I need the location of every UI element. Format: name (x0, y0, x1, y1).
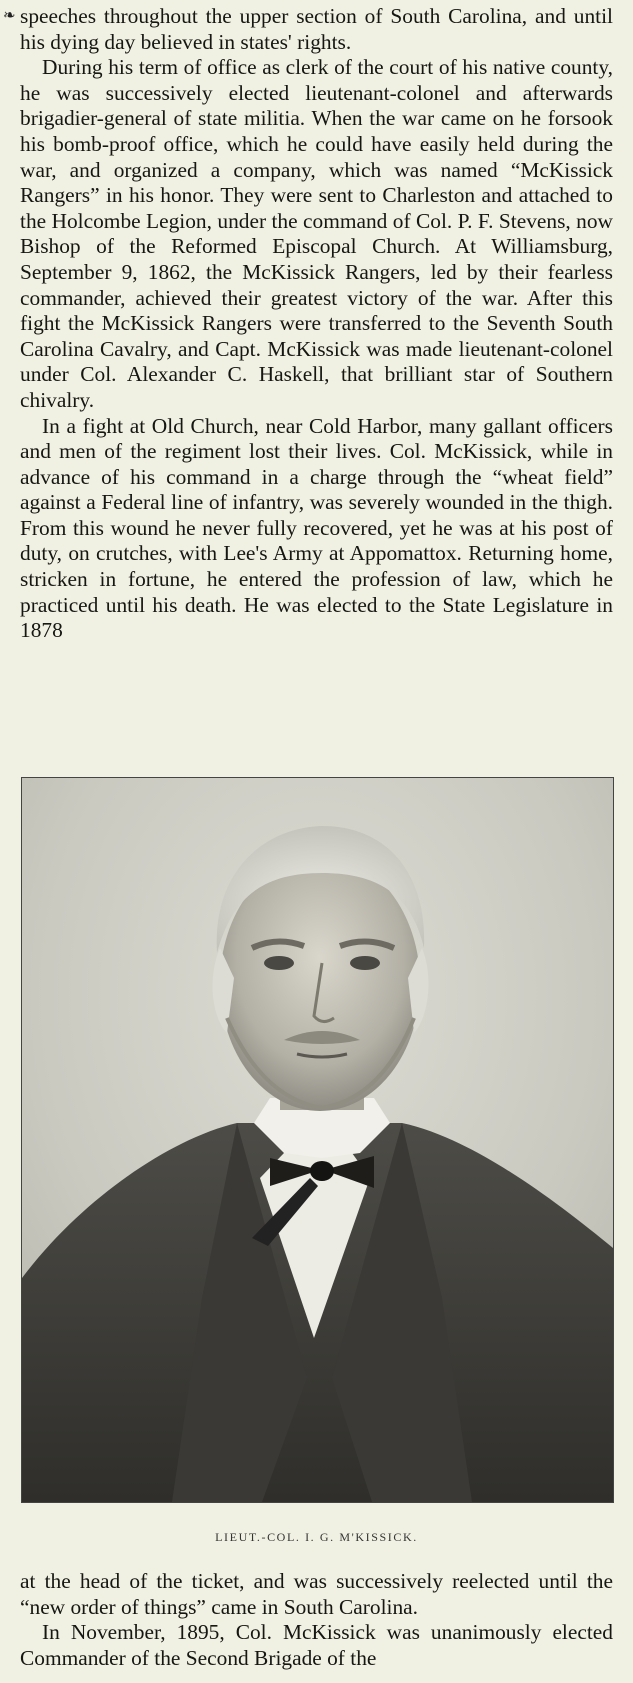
paragraph-november-1895: In November, 1895, Col. McKissick was unanimously elected Commander of the Second Brigade of the (20, 1620, 613, 1670)
portrait-photograph (21, 777, 614, 1503)
lower-text-column (20, 1569, 613, 1671)
portrait-caption: LIEUT.-COL. I. G. M'KISSICK. (215, 1530, 418, 1544)
paragraph-old-church: In a fight at Old Church, near Cold Harbor, many gallant officers and men of the regiment lost their lives. Col. McKissick, while in advance of his command in a charge through the “wheat field” against a Federal line of infantry, was severely wounded in the thigh. From this wound he never fully recovered, yet he was at his post of duty, on crutches, with Lee's Army at Appomattox. Returning home, stricken in fortune, he entered the profession of law, which he practiced until his death. He was elected to the State Legislature in 1878 (20, 413, 613, 643)
paragraph-continuation: speeches throughout the upper section of South Carolina, and until his dying day believed in states' rights. (20, 4, 613, 54)
printer-mark-icon: ❧ (3, 8, 16, 24)
paragraph-reelected: at the head of the ticket, and was successively reelected until the “new order of things” came in South Carolina. (20, 1569, 613, 1619)
upper-text-column (3, 4, 613, 644)
paragraph-clerk-of-court: During his term of office as clerk of the court of his native county, he was successively elected lieutenant-colonel and afterwards brigadier-general of state militia. When the war came on he forsook his bomb-proof office, which he could have easily held during the war, and organized a company, which was named “McKissick Rangers” in his honor. They were sent to Charleston and attached to the Holcombe Legion, under the command of Col. P. F. Stevens, now Bishop of the Reformed Episcopal Church. At Williamsburg, September 9, 1862, the McKissick Rangers, led by their fearless commander, achieved their greatest victory of the war. After this fight the McKissick Rangers were transferred to the Seventh South Carolina Cavalry, and Capt. McKissick was made lieutenant-colonel under Col. Alexander C. Haskell, that brilliant star of Southern chivalry. (20, 55, 613, 412)
